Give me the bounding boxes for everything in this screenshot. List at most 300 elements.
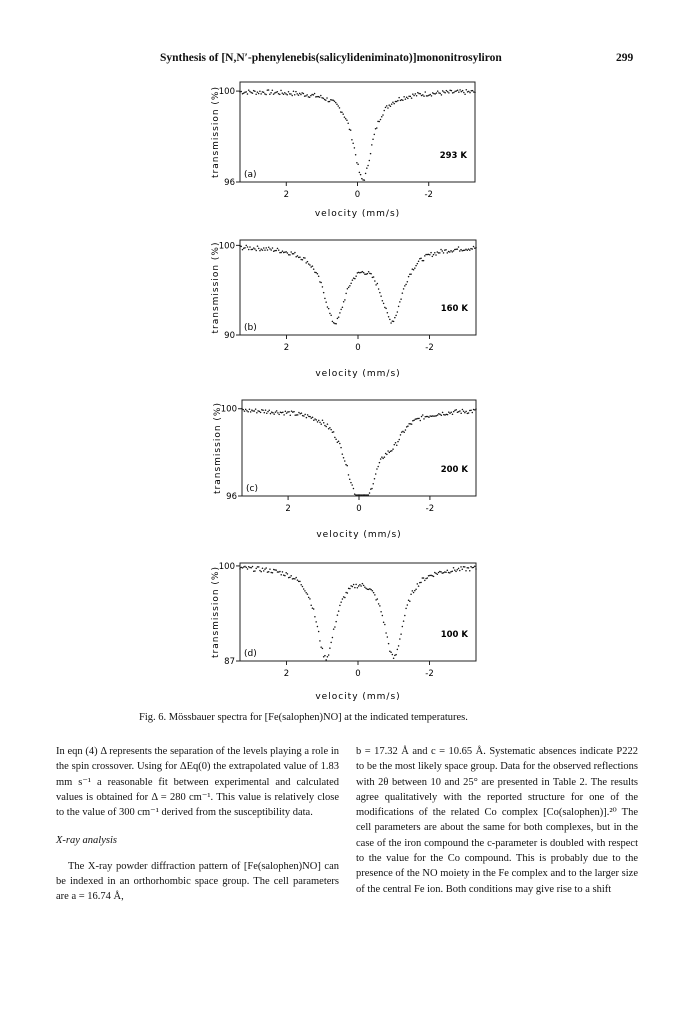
spectrum-point	[470, 566, 472, 568]
spectrum-point	[434, 572, 436, 574]
spectrum-point	[314, 616, 316, 618]
spectrum-point	[395, 315, 397, 317]
spectrum-point	[367, 588, 369, 590]
spectrum-point	[250, 249, 252, 251]
y-tick-label: 100	[220, 404, 237, 415]
spectrum-point	[389, 452, 391, 454]
spectrum-point	[349, 129, 351, 131]
spectrum-point	[357, 272, 359, 274]
spectrum-point	[328, 101, 330, 103]
spectrum-point	[474, 247, 476, 249]
spectrum-point	[340, 309, 342, 311]
spectrum-point	[395, 442, 397, 444]
spectrum-point	[239, 245, 241, 247]
spectrum-point	[463, 92, 465, 94]
spectrum-point	[269, 568, 271, 570]
y-axis-label: transmission (%)	[213, 402, 223, 494]
spectrum-point	[302, 586, 304, 588]
spectrum-point	[437, 251, 439, 253]
spectrum-point	[280, 90, 282, 92]
spectrum-point	[283, 93, 285, 95]
spectrum-point	[363, 585, 365, 587]
temperature-label: 100 K	[440, 630, 468, 640]
spectrum-point	[287, 252, 289, 254]
spectrum-point	[436, 92, 438, 94]
spectrum-point	[422, 414, 424, 416]
spectrum-point	[475, 408, 477, 410]
spectrum-point	[446, 90, 448, 92]
spectrum-point	[377, 466, 379, 468]
spectrum-point	[436, 415, 438, 417]
spectrum-point	[239, 91, 241, 93]
spectrum-point	[440, 249, 442, 251]
spectrum-point	[303, 415, 305, 417]
spectrum-point	[414, 590, 416, 592]
spectrum-point	[460, 249, 462, 251]
spectrum-point	[455, 409, 457, 411]
spectrum-point	[270, 249, 272, 251]
spectrum-point	[260, 248, 262, 250]
spectrum-point	[307, 593, 309, 595]
spectrum-point	[309, 416, 311, 418]
spectrum-point	[355, 154, 357, 156]
spectrum-point	[393, 657, 395, 659]
spectrum-point	[317, 273, 319, 275]
spectrum-point	[383, 110, 385, 112]
spectrum-point	[392, 320, 394, 322]
spectrum-point	[300, 584, 302, 586]
spectrum-point	[396, 101, 398, 103]
spectrum-point	[407, 281, 409, 283]
spectrum-point	[288, 411, 290, 413]
x-tick-label: -2	[425, 669, 434, 679]
spectrum-point	[380, 119, 382, 121]
spectrum-point	[399, 301, 401, 303]
spectrum-point	[245, 409, 247, 411]
spectrum-point	[278, 414, 280, 416]
spectrum-point	[364, 494, 366, 496]
spectrum-point	[360, 494, 362, 496]
spectrum-point	[393, 103, 395, 105]
spectrum-point	[413, 592, 415, 594]
spectrum-point	[415, 589, 417, 591]
spectrum-point	[401, 99, 403, 101]
spectrum-point	[405, 284, 407, 286]
spectrum-point	[284, 251, 286, 253]
spectrum-point	[386, 454, 388, 456]
spectrum-point	[270, 92, 272, 94]
spectrum-point	[314, 272, 316, 274]
spectrum-point	[343, 596, 345, 598]
spectrum-point	[282, 571, 284, 573]
spectrum-point	[338, 610, 340, 612]
spectrum-point	[465, 570, 467, 572]
spectrum-point	[373, 276, 375, 278]
spectrum-point	[474, 566, 476, 568]
spectrum-point	[287, 573, 289, 575]
spectrum-point	[461, 91, 463, 93]
spectrum-point	[365, 494, 367, 496]
spectrum-point	[360, 585, 362, 587]
spectrum-point	[414, 267, 416, 269]
spectrum-point	[449, 89, 451, 91]
spectrum-point	[270, 572, 272, 574]
spectrum-point	[362, 179, 364, 181]
spectrum-point	[299, 256, 301, 258]
spectrum-point	[463, 250, 465, 252]
spectrum-point	[336, 104, 338, 106]
spectrum-point	[339, 605, 341, 607]
spectrum-point	[312, 607, 314, 609]
spectrum-point	[377, 283, 379, 285]
spectrum-point	[298, 581, 300, 583]
spectrum-point	[260, 412, 262, 414]
spectrum-point	[463, 566, 465, 568]
spectrum-point	[382, 458, 384, 460]
spectrum-point	[456, 90, 458, 92]
spectrum-point	[464, 94, 466, 96]
spectrum-point	[264, 568, 266, 570]
spectrum-point	[462, 569, 464, 571]
spectrum-point	[424, 255, 426, 257]
spectrum-point	[318, 420, 320, 422]
spectrum-point	[452, 92, 454, 94]
spectrum-point	[383, 622, 385, 624]
spectrum-point	[420, 582, 422, 584]
spectrum-point	[374, 594, 376, 596]
spectrum-point	[279, 94, 281, 96]
spectrum-point	[463, 411, 465, 413]
spectrum-point	[394, 317, 396, 319]
spectrum-point	[297, 579, 299, 581]
spectrum-point	[430, 252, 432, 254]
spectrum-point	[348, 286, 350, 288]
spectrum-point	[252, 92, 254, 94]
spectrum-point	[292, 253, 294, 255]
spectrum-point	[329, 313, 331, 315]
x-tick-label: 2	[283, 343, 290, 353]
spectrum-point	[265, 567, 267, 569]
spectrum-point	[314, 93, 316, 95]
spectrum-point	[348, 474, 350, 476]
spectrum-point	[294, 252, 296, 254]
spectrum-point	[339, 443, 341, 445]
spectrum-point	[359, 172, 361, 174]
spectrum-point	[378, 288, 380, 290]
spectrum-point	[275, 411, 277, 413]
spectrum-point	[304, 414, 306, 416]
spectrum-point	[282, 250, 284, 252]
spectrum-point	[301, 412, 303, 414]
spectrum-point	[357, 587, 359, 589]
spectrum-point	[473, 567, 475, 569]
spectrum-point	[365, 588, 367, 590]
spectrum-point	[259, 570, 261, 572]
spectrum-point	[274, 92, 276, 94]
spectrum-point	[390, 322, 392, 324]
spectrum-point	[285, 251, 287, 253]
spectrum-point	[355, 275, 357, 277]
spectrum-point	[467, 249, 469, 251]
spectrum-point	[442, 412, 444, 414]
spectrum-point	[459, 250, 461, 252]
right-paragraph: b = 17.32 Å and c = 10.65 Å. Systematic absences indicate P222 to be the most likely space group. Data for the observed reflections with 2θ between 10 and 25° are presented in Table 2. The results agree qualitatively with the reported structure for one of the modifications of the related Co complex [Co(salophen)].²⁰ The cell parameters are about the same for both complexes, but in the case of the iron compound the c-parameter is doubled with respect to the value for the Co compound. This is probably due to the presence of the NO moiety in the Fe complex and to the larger size of the central Fe ion. Both conditions may give rise to a shift	[356, 746, 638, 895]
spectrum-point	[328, 428, 330, 430]
spectrum-point	[272, 89, 274, 91]
spectrum-point	[421, 416, 423, 418]
spectrum-point	[262, 91, 264, 93]
spectrum-point	[452, 413, 454, 415]
spectrum-point	[407, 425, 409, 427]
spectrum-point	[335, 102, 337, 104]
spectrum-point	[468, 91, 470, 93]
spectrum-point	[382, 300, 384, 302]
spectrum-point	[322, 286, 324, 288]
spectrum-point	[318, 631, 320, 633]
spectrum-point	[285, 572, 287, 574]
spectrum-point	[295, 256, 297, 258]
spectrum-point	[421, 95, 423, 97]
spectrum-point	[329, 101, 331, 103]
spectrum-point	[246, 410, 248, 412]
spectrum-point	[345, 293, 347, 295]
spectrum-point	[362, 583, 364, 585]
spectrum-point	[452, 571, 454, 573]
spectrum-point	[366, 167, 368, 169]
spectrum-point	[379, 462, 381, 464]
spectrum-point	[350, 129, 352, 131]
spectrum-point	[369, 273, 371, 275]
spectrum-point	[449, 572, 451, 574]
left-paragraph-2: The X-ray powder diffraction pattern of [Fe(salophen)NO] can be indexed in an orthorhombic space group. The cell parameters are a = 16.74 Å,	[56, 860, 339, 903]
spectrum-point	[283, 574, 285, 576]
spectrum-point	[263, 570, 265, 572]
spectrum-point	[293, 253, 295, 255]
spectrum-point	[417, 418, 419, 420]
spectrum-point	[455, 248, 457, 250]
spectrum-point	[376, 468, 378, 470]
spectrum-point	[403, 288, 405, 290]
spectrum-point	[400, 434, 402, 436]
spectrum-point	[269, 94, 271, 96]
spectrum-point	[290, 93, 292, 95]
spectrum-point	[394, 444, 396, 446]
spectrum-point	[372, 483, 374, 485]
spectrum-point	[298, 94, 300, 96]
spectrum-point	[251, 409, 253, 411]
spectrum-point	[444, 414, 446, 416]
spectrum-point	[282, 411, 284, 413]
section-heading: X-ray analysis	[56, 835, 117, 847]
spectrum-point	[284, 575, 286, 577]
spectrum-point	[288, 91, 290, 93]
panel-label: (a)	[244, 170, 257, 180]
spectrum-point	[373, 592, 375, 594]
spectrum-point	[260, 93, 262, 95]
spectrum-point	[293, 411, 295, 413]
spectrum-point	[337, 318, 339, 320]
spectrum-point	[399, 638, 401, 640]
spectrum-point	[434, 93, 436, 95]
spectrum-point	[473, 246, 475, 248]
spectrum-point	[321, 97, 323, 99]
x-tick-label: -2	[425, 343, 434, 353]
x-tick-label: -2	[425, 504, 435, 514]
spectrum-point	[272, 247, 274, 249]
spectrum-point	[418, 93, 420, 95]
spectrum-point	[309, 598, 311, 600]
spectrum-point	[462, 250, 464, 252]
spectrum-point	[324, 655, 326, 657]
spectrum-point	[347, 288, 349, 290]
spectrum-point	[458, 411, 460, 413]
spectrum-point	[263, 247, 265, 249]
spectrum-point	[272, 412, 274, 414]
spectrum-point	[325, 426, 327, 428]
spectrum-point	[262, 409, 264, 411]
spectrum-point	[445, 249, 447, 251]
spectrum-point	[353, 488, 355, 490]
spectrum-point	[405, 429, 407, 431]
spectrum-point	[243, 247, 245, 249]
spectrum-point	[262, 249, 264, 251]
spectrum-point	[332, 321, 334, 323]
spectrum-point	[438, 572, 440, 574]
x-axis-label: velocity (mm/s)	[314, 209, 401, 219]
spectrum-point	[349, 285, 351, 287]
spectrum-point	[352, 142, 354, 144]
spectrum-point	[404, 285, 406, 287]
spectrum-point	[325, 659, 327, 661]
spectrum-point	[310, 266, 312, 268]
panel-label: (b)	[244, 323, 257, 333]
spectrum-point	[344, 299, 346, 301]
spectrum-point	[442, 250, 444, 252]
spectrum-point	[357, 164, 359, 166]
spectrum-point	[337, 441, 339, 443]
y-axis-label: transmission (%)	[211, 241, 221, 334]
spectrum-point	[248, 566, 250, 568]
spectrum-point	[239, 568, 241, 570]
spectrum-point	[319, 96, 321, 98]
spectrum-point	[274, 569, 276, 571]
spectrum-point	[397, 649, 399, 651]
spectrum-point	[445, 572, 447, 574]
spectrum-point	[362, 271, 364, 273]
spectrum-point	[260, 571, 262, 573]
spectrum-point	[390, 450, 392, 452]
spectrum-point	[247, 568, 249, 570]
spectrum-point	[290, 575, 292, 577]
spectrum-point	[307, 414, 309, 416]
spectrum-point	[395, 654, 397, 656]
spectrum-point	[298, 257, 300, 259]
spectrum-point	[294, 94, 296, 96]
spectrum-point	[328, 308, 330, 310]
spectrum-point	[365, 173, 367, 175]
spectrum-point	[472, 412, 474, 414]
spectrum-point	[374, 280, 376, 282]
spectrum-point	[361, 494, 363, 496]
spectrum-point	[330, 429, 332, 431]
spectrum-point	[257, 91, 259, 93]
spectrum-point	[353, 584, 355, 586]
spectrum-point	[412, 93, 414, 95]
spectrum-point	[333, 99, 335, 101]
spectrum-point	[352, 586, 354, 588]
spectrum-point	[457, 248, 459, 250]
spectrum-point	[467, 413, 469, 415]
spectrum-point	[453, 411, 455, 413]
spectrum-point	[278, 93, 280, 95]
spectrum-point	[367, 165, 369, 167]
spectrum-point	[267, 89, 269, 91]
spectrum-point	[277, 248, 279, 250]
spectrum-point	[252, 410, 254, 412]
spectrum-point	[352, 279, 354, 281]
spectrum-point	[342, 453, 344, 455]
spectrum-point	[434, 252, 436, 254]
spectrum-point	[387, 312, 389, 314]
spectrum-point	[424, 580, 426, 582]
spectrum-point	[244, 566, 246, 568]
spectrum-point	[379, 605, 381, 607]
figure-caption: Fig. 6. Mössbauer spectra for [Fe(salophen)NO] at the indicated temperatures.	[139, 712, 468, 723]
spectrum-point	[420, 257, 422, 259]
spectrum-point	[432, 256, 434, 258]
spectrum-point	[419, 582, 421, 584]
plot-frame-3	[240, 563, 476, 661]
spectrum-point	[453, 92, 455, 94]
spectrum-point	[283, 414, 285, 416]
spectrum-point	[464, 250, 466, 252]
spectrum-point	[273, 413, 275, 415]
spectrum-point	[441, 94, 443, 96]
spectrum-point	[322, 648, 324, 650]
spectrum-point	[315, 96, 317, 98]
spectrum-point	[398, 97, 400, 99]
spectrum-point	[240, 91, 242, 93]
spectrum-point	[364, 586, 366, 588]
spectrum-point	[268, 89, 270, 91]
spectrum-point	[435, 254, 437, 256]
spectrum-point	[293, 578, 295, 580]
spectrum-point	[265, 94, 267, 96]
spectrum-point	[359, 272, 361, 274]
spectrum-point	[443, 572, 445, 574]
spectrum-point	[319, 281, 321, 283]
spectrum-point	[450, 412, 452, 414]
left-column	[56, 744, 339, 905]
spectrum-point	[369, 588, 371, 590]
spectrum-point	[459, 89, 461, 91]
spectrum-point	[340, 601, 342, 603]
spectrum-point	[448, 251, 450, 253]
spectrum-point	[403, 620, 405, 622]
spectrum-point	[447, 414, 449, 416]
spectrum-point	[377, 121, 379, 123]
spectrum-point	[349, 479, 351, 481]
spectrum-point	[412, 268, 414, 270]
plot-frame-2	[242, 400, 476, 496]
spectrum-point	[387, 107, 389, 109]
spectrum-point	[444, 249, 446, 251]
spectrum-point	[361, 178, 363, 180]
spectrum-point	[370, 589, 372, 591]
spectrum-point	[398, 439, 400, 441]
spectrum-point	[370, 153, 372, 155]
y-tick-label: 96	[226, 492, 237, 502]
